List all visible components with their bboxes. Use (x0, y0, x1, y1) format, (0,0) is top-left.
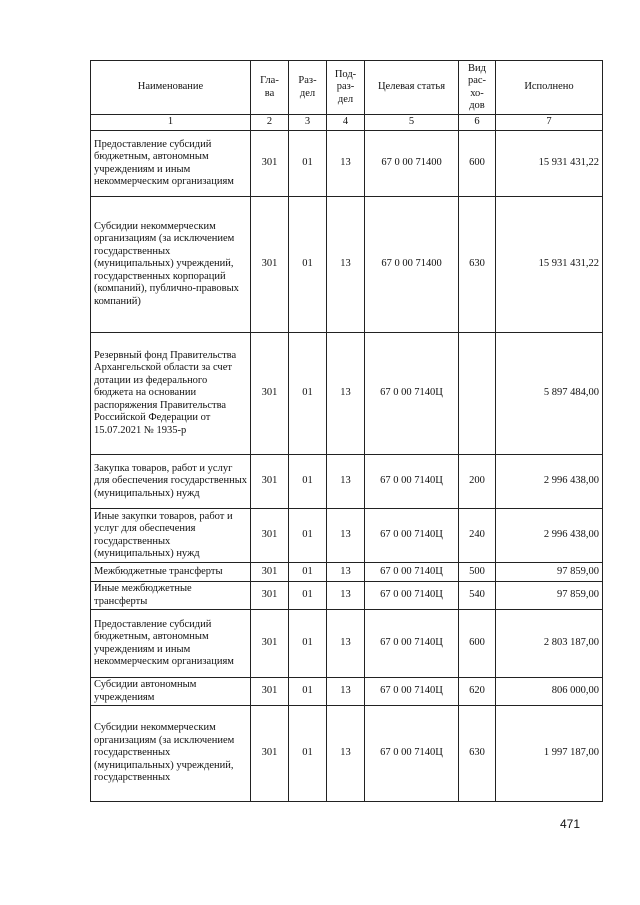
row-name: Закупка товаров, работ и услуг для обеспечения государственных (муниципальных) нужд (91, 455, 251, 509)
row-section: 01 (289, 197, 327, 333)
row-target: 67 0 00 7140Ц (365, 706, 459, 802)
page-number: 471 (560, 817, 581, 831)
row-chapter: 301 (251, 455, 289, 509)
row-section: 01 (289, 455, 327, 509)
row-section: 01 (289, 563, 327, 582)
row-executed: 97 859,00 (496, 563, 603, 582)
row-target: 67 0 00 7140Ц (365, 333, 459, 455)
row-name: Межбюджетные трансферты (91, 563, 251, 582)
row-expense-type: 630 (459, 197, 496, 333)
row-name: Субсидии некоммерческим организациям (за исключением государственных (муниципальных) учреждений, государственных (91, 706, 251, 802)
table-row (91, 678, 603, 706)
row-subsection: 13 (327, 509, 365, 563)
row-expense-type: 600 (459, 131, 496, 197)
row-subsection: 13 (327, 563, 365, 582)
table-row (91, 509, 603, 563)
column-number: 7 (496, 115, 603, 131)
row-target: 67 0 00 7140Ц (365, 563, 459, 582)
row-expense-type (459, 333, 496, 455)
row-chapter: 301 (251, 197, 289, 333)
row-target: 67 0 00 7140Ц (365, 678, 459, 706)
header-chapter: Гла- ва (251, 61, 289, 115)
column-number: 4 (327, 115, 365, 131)
row-expense-type: 630 (459, 706, 496, 802)
header-target: Целевая статья (365, 61, 459, 115)
column-number: 6 (459, 115, 496, 131)
header-name: Наименование (91, 61, 251, 115)
row-section: 01 (289, 333, 327, 455)
column-number: 3 (289, 115, 327, 131)
row-executed: 806 000,00 (496, 678, 603, 706)
row-subsection: 13 (327, 197, 365, 333)
row-executed: 15 931 431,22 (496, 197, 603, 333)
row-chapter: 301 (251, 610, 289, 678)
table-row (91, 610, 603, 678)
row-name: Иные закупки товаров, работ и услуг для обеспечения государственных (муниципальных) нужд (91, 509, 251, 563)
row-target: 67 0 00 7140Ц (365, 509, 459, 563)
row-chapter: 301 (251, 131, 289, 197)
row-chapter: 301 (251, 509, 289, 563)
row-executed: 15 931 431,22 (496, 131, 603, 197)
row-subsection: 13 (327, 455, 365, 509)
table-row (91, 197, 603, 333)
row-section: 01 (289, 131, 327, 197)
table-row (91, 582, 603, 610)
row-chapter: 301 (251, 678, 289, 706)
row-target: 67 0 00 7140Ц (365, 582, 459, 610)
row-executed: 5 897 484,00 (496, 333, 603, 455)
row-expense-type: 620 (459, 678, 496, 706)
row-chapter: 301 (251, 333, 289, 455)
row-expense-type: 500 (459, 563, 496, 582)
column-number: 1 (91, 115, 251, 131)
row-executed: 2 803 187,00 (496, 610, 603, 678)
row-chapter: 301 (251, 563, 289, 582)
row-subsection: 13 (327, 610, 365, 678)
table-row (91, 706, 603, 802)
row-executed: 1 997 187,00 (496, 706, 603, 802)
row-expense-type: 600 (459, 610, 496, 678)
header-subsection: Под- раз- дел (327, 61, 365, 115)
row-expense-type: 540 (459, 582, 496, 610)
row-expense-type: 200 (459, 455, 496, 509)
column-number-row (91, 115, 603, 131)
table-row (91, 455, 603, 509)
row-subsection: 13 (327, 333, 365, 455)
header-executed: Исполнено (496, 61, 603, 115)
row-subsection: 13 (327, 706, 365, 802)
row-target: 67 0 00 71400 (365, 197, 459, 333)
header-section: Раз- дел (289, 61, 327, 115)
row-name: Субсидии автономным учреждениям (91, 678, 251, 706)
row-section: 01 (289, 610, 327, 678)
column-number: 5 (365, 115, 459, 131)
row-section: 01 (289, 509, 327, 563)
row-chapter: 301 (251, 582, 289, 610)
row-target: 67 0 00 71400 (365, 131, 459, 197)
table-row (91, 563, 603, 582)
table-row (91, 333, 603, 455)
row-chapter: 301 (251, 706, 289, 802)
row-target: 67 0 00 7140Ц (365, 455, 459, 509)
row-subsection: 13 (327, 131, 365, 197)
row-name: Предоставление субсидий бюджетным, автономным учреждениям и иным некоммерческим организациям (91, 610, 251, 678)
budget-table (90, 60, 603, 802)
row-expense-type: 240 (459, 509, 496, 563)
row-subsection: 13 (327, 678, 365, 706)
row-executed: 97 859,00 (496, 582, 603, 610)
row-name: Резервный фонд Правительства Архангельской области за счет дотации из федерального бюджета на основании распоряжения Правительства Российской Федерации от 15.07.2021 № 1935-р (91, 333, 251, 455)
row-executed: 2 996 438,00 (496, 455, 603, 509)
header-row (91, 61, 603, 115)
row-subsection: 13 (327, 582, 365, 610)
row-section: 01 (289, 582, 327, 610)
row-section: 01 (289, 678, 327, 706)
row-name: Субсидии некоммерческим организациям (за исключением государственных (муниципальных) учреждений, государственных корпораций (компаний), публично-правовых компаний) (91, 197, 251, 333)
row-section: 01 (289, 706, 327, 802)
column-number: 2 (251, 115, 289, 131)
row-executed: 2 996 438,00 (496, 509, 603, 563)
header-expense-type: Вид рас- хо- дов (459, 61, 496, 115)
row-target: 67 0 00 7140Ц (365, 610, 459, 678)
table-row (91, 131, 603, 197)
row-name: Иные межбюджетные трансферты (91, 582, 251, 610)
row-name: Предоставление субсидий бюджетным, автономным учреждениям и иным некоммерческим организациям (91, 131, 251, 197)
